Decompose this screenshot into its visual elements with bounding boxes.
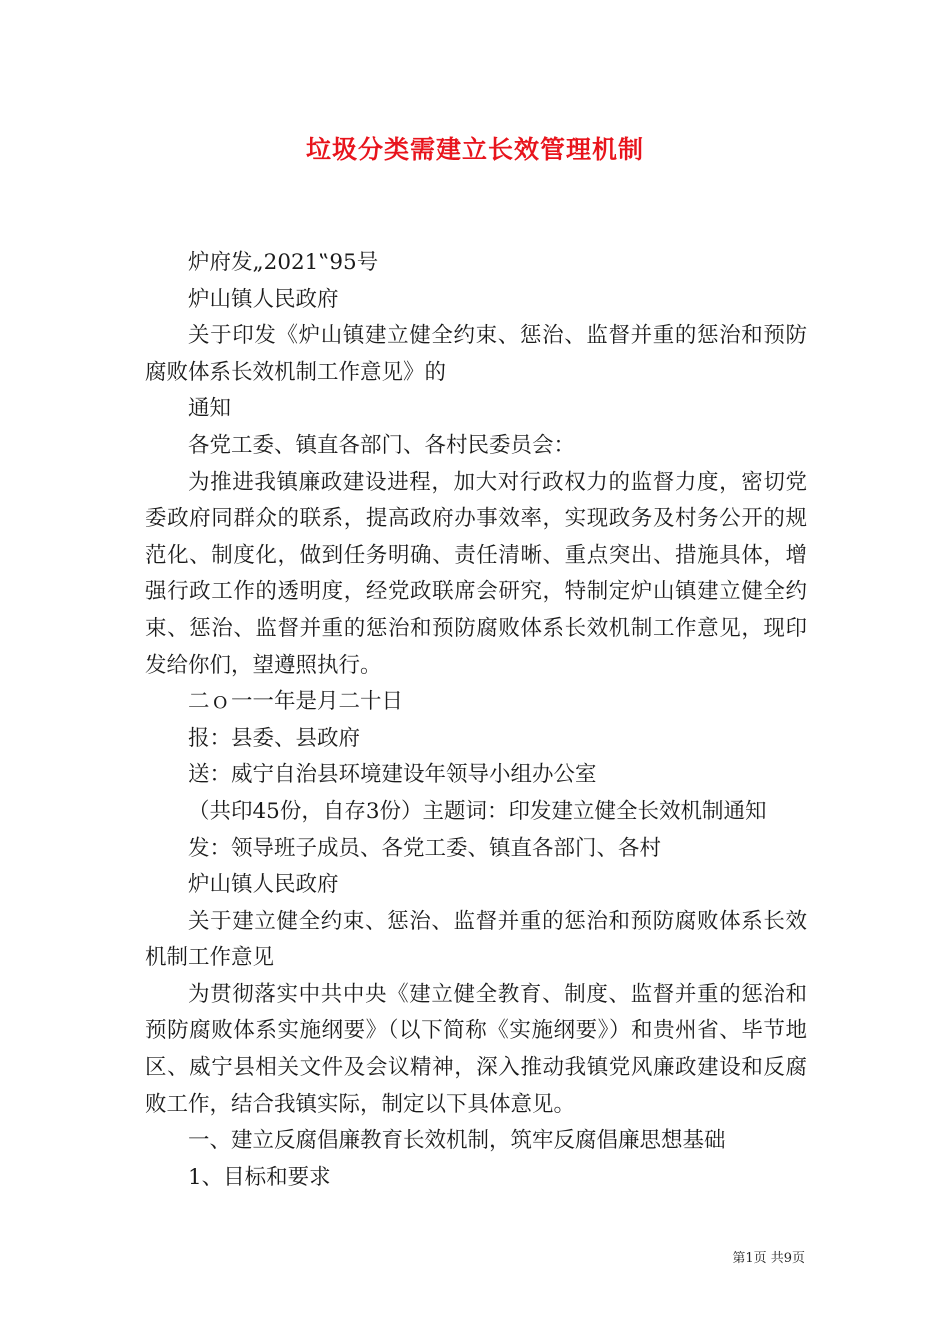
notice-subject: 关于印发《炉山镇建立健全约束、惩治、监督并重的惩治和预防腐败体系长效机制工作意见》的 [145,323,807,385]
send-to-line: 送：威宁自治县环境建设年领导小组办公室 [188,762,597,788]
print-count-line: （共印45份，自存3份）主题词：印发建立健全长效机制通知 [188,798,767,824]
issuer-line-2: 炉山镇人民政府 [188,872,339,898]
opinion-title: 关于建立健全约束、惩治、监督并重的惩治和预防腐败体系长效机制工作意见 [145,908,807,971]
distribution-line: 发：领导班子成员、各党工委、镇直各部门、各村 [188,835,662,861]
subsection-heading-1: 1、目标和要求 [188,1164,331,1190]
issuer-line: 炉山镇人民政府 [188,286,339,312]
report-to-line: 报：县委、县政府 [188,725,361,751]
date-line: 二ｏ一一年是月二十日 [188,689,404,715]
recipients-line: 各党工委、镇直各部门、各村民委员会： [188,432,576,458]
notice-label: 通知 [188,396,232,422]
page-number-footer: 第1页 共9页 [732,1251,805,1266]
opinion-intro-paragraph: 为贯彻落实中共中央《建立健全教育、制度、监督并重的惩治和预防腐败体系实施纲要》（以下简称《实施纲要》）和贵州省、毕节地区、威宁县相关文件及会议精神，深入推动我镇党风廉政建设和反腐败工作，结合我镇实际，制定以下具体意见。 [145,981,807,1117]
document-body [145,245,807,1196]
intro-paragraph: 为推进我镇廉政建设进程，加大对行政权力的监督力度，密切党委政府同群众的联系，提高政府办事效率，实现政务及村务公开的规范化、制度化，做到任务明确、责任清晰、重点突出、措施具体，增强行政工作的透明度，经党政联席会研究，特制定炉山镇建立健全约束、惩治、监督并重的惩治和预防腐败体系长效机制工作意见，现印发给你们，望遵照执行。 [145,469,807,678]
document-number: 炉府发„2021‟95号 [188,250,379,275]
document-title: 垃圾分类需建立长效管理机制 [305,135,644,164]
section-heading-1: 一、建立反腐倡廉教育长效机制，筑牢反腐倡廉思想基础 [188,1128,726,1154]
